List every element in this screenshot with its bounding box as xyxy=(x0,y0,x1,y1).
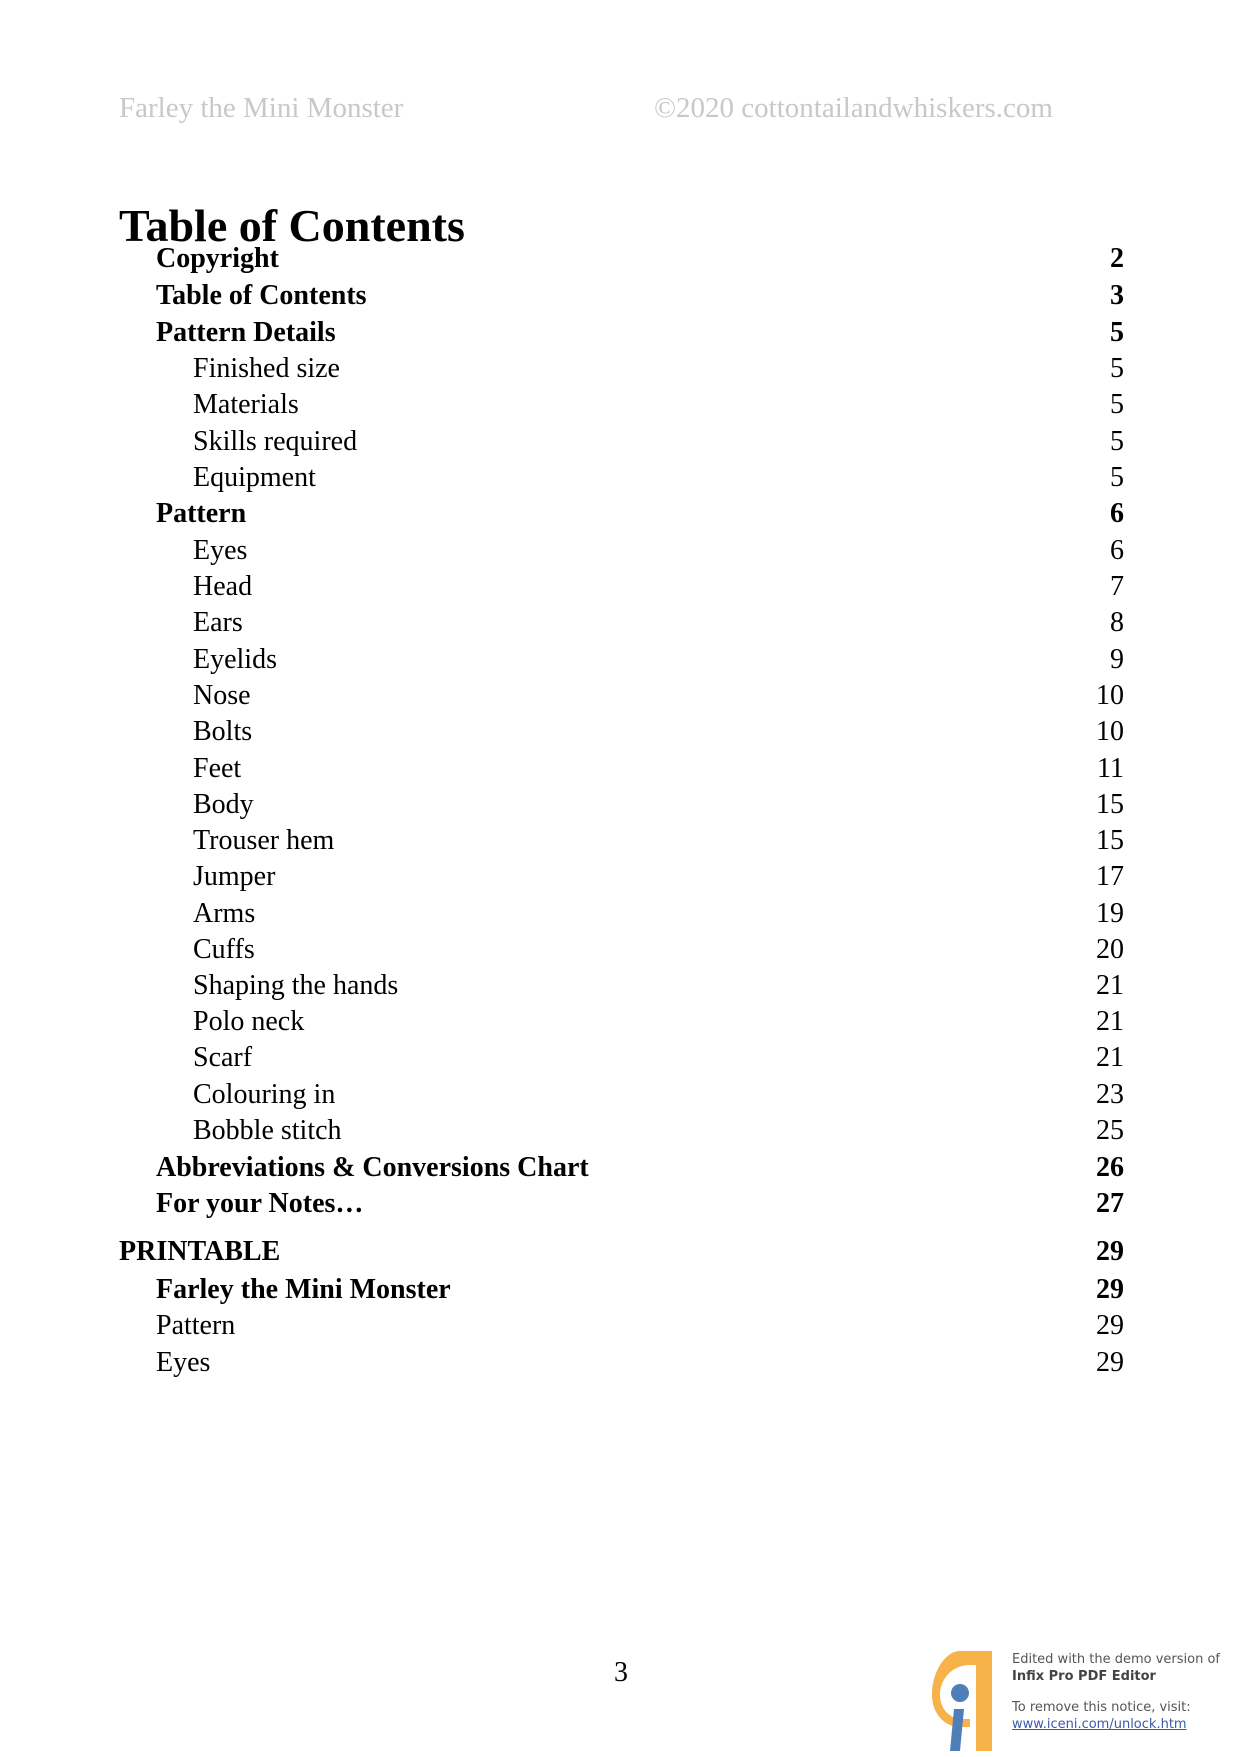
toc-entry-label: Equipment xyxy=(193,462,316,493)
toc-entry-label: Colouring in xyxy=(193,1079,336,1110)
toc-entry[interactable] xyxy=(0,859,1242,895)
toc-entry-page-number: 23 xyxy=(1096,1079,1124,1110)
toc-entry-label: Eyelids xyxy=(193,644,277,675)
toc-entry-page-number: 21 xyxy=(1096,1006,1124,1037)
toc-entry-label: Polo neck xyxy=(193,1006,305,1037)
toc-entry-page-number: 19 xyxy=(1096,898,1124,929)
toc-entry-page-number: 15 xyxy=(1096,789,1124,820)
toc-entry-page-number: 6 xyxy=(1110,498,1124,529)
toc-entry[interactable] xyxy=(0,1040,1242,1076)
toc-entry[interactable] xyxy=(0,315,1242,351)
toc-entry-label: Nose xyxy=(193,680,251,711)
toc-entry[interactable] xyxy=(0,932,1242,968)
toc-entry-page-number: 9 xyxy=(1110,644,1124,675)
toc-entry[interactable] xyxy=(0,387,1242,423)
infix-logo-icon xyxy=(930,1643,1010,1757)
toc-entry[interactable] xyxy=(0,1077,1242,1113)
toc-entry[interactable] xyxy=(0,424,1242,460)
toc-entry[interactable] xyxy=(0,1308,1242,1344)
toc-entry[interactable] xyxy=(0,968,1242,1004)
page-number: 3 xyxy=(614,1657,628,1688)
toc-entry-label: Pattern xyxy=(156,498,247,529)
infix-notice-text xyxy=(1012,1651,1220,1733)
toc-entry-page-number: 11 xyxy=(1097,753,1124,784)
toc-entry-label: Finished size xyxy=(193,353,340,384)
toc-entry-label: Eyes xyxy=(193,535,248,566)
toc-entry-label: Materials xyxy=(193,389,299,420)
toc-entry-page-number: 5 xyxy=(1110,317,1124,348)
toc-entry-page-number: 15 xyxy=(1096,825,1124,856)
toc-entry[interactable] xyxy=(0,460,1242,496)
toc-entry-page-number: 29 xyxy=(1096,1347,1124,1378)
toc-entry[interactable] xyxy=(0,642,1242,678)
toc-entry[interactable] xyxy=(0,351,1242,387)
toc-entry[interactable] xyxy=(0,1004,1242,1040)
toc-entry-label: Feet xyxy=(193,753,242,784)
toc-entry[interactable] xyxy=(0,1113,1242,1149)
toc-entry-page-number: 21 xyxy=(1096,970,1124,1001)
toc-entry-page-number: 8 xyxy=(1110,607,1124,638)
toc-entry[interactable] xyxy=(0,496,1242,532)
toc-entry-page-number: 27 xyxy=(1096,1188,1124,1219)
toc-entry-page-number: 6 xyxy=(1110,535,1124,566)
toc-entry-label: Body xyxy=(193,789,254,820)
toc-entry-label: Table of Contents xyxy=(156,280,367,311)
toc-entry[interactable] xyxy=(0,896,1242,932)
infix-notice-line-1: Edited with the demo version of xyxy=(1012,1652,1221,1667)
toc-entry[interactable] xyxy=(0,823,1242,859)
toc-entry[interactable] xyxy=(0,751,1242,787)
toc-entry[interactable] xyxy=(0,1234,1242,1270)
toc-entry[interactable] xyxy=(0,533,1242,569)
toc-entry-page-number: 29 xyxy=(1096,1236,1124,1267)
toc-entry-label: Trouser hem xyxy=(193,825,335,856)
page-title: Table of Contents xyxy=(119,200,465,251)
toc-entry-label: Jumper xyxy=(193,861,276,892)
toc-entry[interactable] xyxy=(0,241,1242,277)
toc-entry-label: Arms xyxy=(193,898,256,929)
toc-entry-page-number: 17 xyxy=(1096,861,1124,892)
toc-entry[interactable] xyxy=(0,569,1242,605)
toc-entry-label: Ears xyxy=(193,607,243,638)
toc-entry-label: Head xyxy=(193,571,253,602)
toc-entry-label: Bolts xyxy=(193,716,253,747)
infix-notice-line-3: To remove this notice, visit: xyxy=(1012,1700,1191,1715)
toc-entry-label: Eyes xyxy=(156,1347,211,1378)
toc-entry-label: Farley the Mini Monster xyxy=(156,1274,451,1305)
toc-entry[interactable] xyxy=(0,1150,1242,1186)
toc-entry-page-number: 20 xyxy=(1096,934,1124,965)
toc-entry-label: Scarf xyxy=(193,1042,253,1073)
toc-entry[interactable] xyxy=(0,1272,1242,1308)
toc-entry-page-number: 29 xyxy=(1096,1274,1124,1305)
toc-entry-page-number: 10 xyxy=(1096,716,1124,747)
toc-entry[interactable] xyxy=(0,605,1242,641)
toc-entry-label: PRINTABLE xyxy=(119,1236,281,1267)
toc-entry-page-number: 5 xyxy=(1110,462,1124,493)
toc-entry-label: Cuffs xyxy=(193,934,255,965)
toc-entry-label: Shaping the hands xyxy=(193,970,399,1001)
toc-entry-label: Skills required xyxy=(193,426,358,457)
running-header-copyright: ©2020 cottontailandwhiskers.com xyxy=(654,92,1053,124)
toc-entry-page-number: 3 xyxy=(1110,280,1124,311)
toc-entry-page-number: 26 xyxy=(1096,1152,1124,1183)
toc-entry[interactable] xyxy=(0,678,1242,714)
toc-entry-page-number: 10 xyxy=(1096,680,1124,711)
toc-entry-page-number: 29 xyxy=(1096,1310,1124,1341)
toc-entry[interactable] xyxy=(0,1186,1242,1222)
toc-entry-page-number: 2 xyxy=(1110,243,1124,274)
toc-entry-label: Pattern Details xyxy=(156,317,336,348)
running-header-title: Farley the Mini Monster xyxy=(119,92,404,124)
toc-entry-page-number: 5 xyxy=(1110,426,1124,457)
toc-entry-page-number: 21 xyxy=(1096,1042,1124,1073)
toc-entry-page-number: 5 xyxy=(1110,353,1124,384)
toc-entry-label: Bobble stitch xyxy=(193,1115,342,1146)
toc-entry[interactable] xyxy=(0,787,1242,823)
toc-entry-label: Copyright xyxy=(156,243,279,274)
toc-entry-page-number: 25 xyxy=(1096,1115,1124,1146)
toc-entry[interactable] xyxy=(0,1345,1242,1381)
toc-entry[interactable] xyxy=(0,278,1242,314)
infix-demo-notice xyxy=(930,1643,1242,1757)
toc-entry-page-number: 7 xyxy=(1110,571,1124,602)
toc-entry-label: Pattern xyxy=(156,1310,236,1341)
toc-entry-page-number: 5 xyxy=(1110,389,1124,420)
infix-unlock-link[interactable]: www.iceni.com/unlock.htm xyxy=(1012,1717,1187,1732)
toc-entry-label: For your Notes… xyxy=(156,1188,364,1219)
toc-entry[interactable] xyxy=(0,714,1242,750)
toc-entry-label: Abbreviations & Conversions Chart xyxy=(156,1152,589,1183)
infix-notice-line-2: Infix Pro PDF Editor xyxy=(1012,1669,1156,1684)
